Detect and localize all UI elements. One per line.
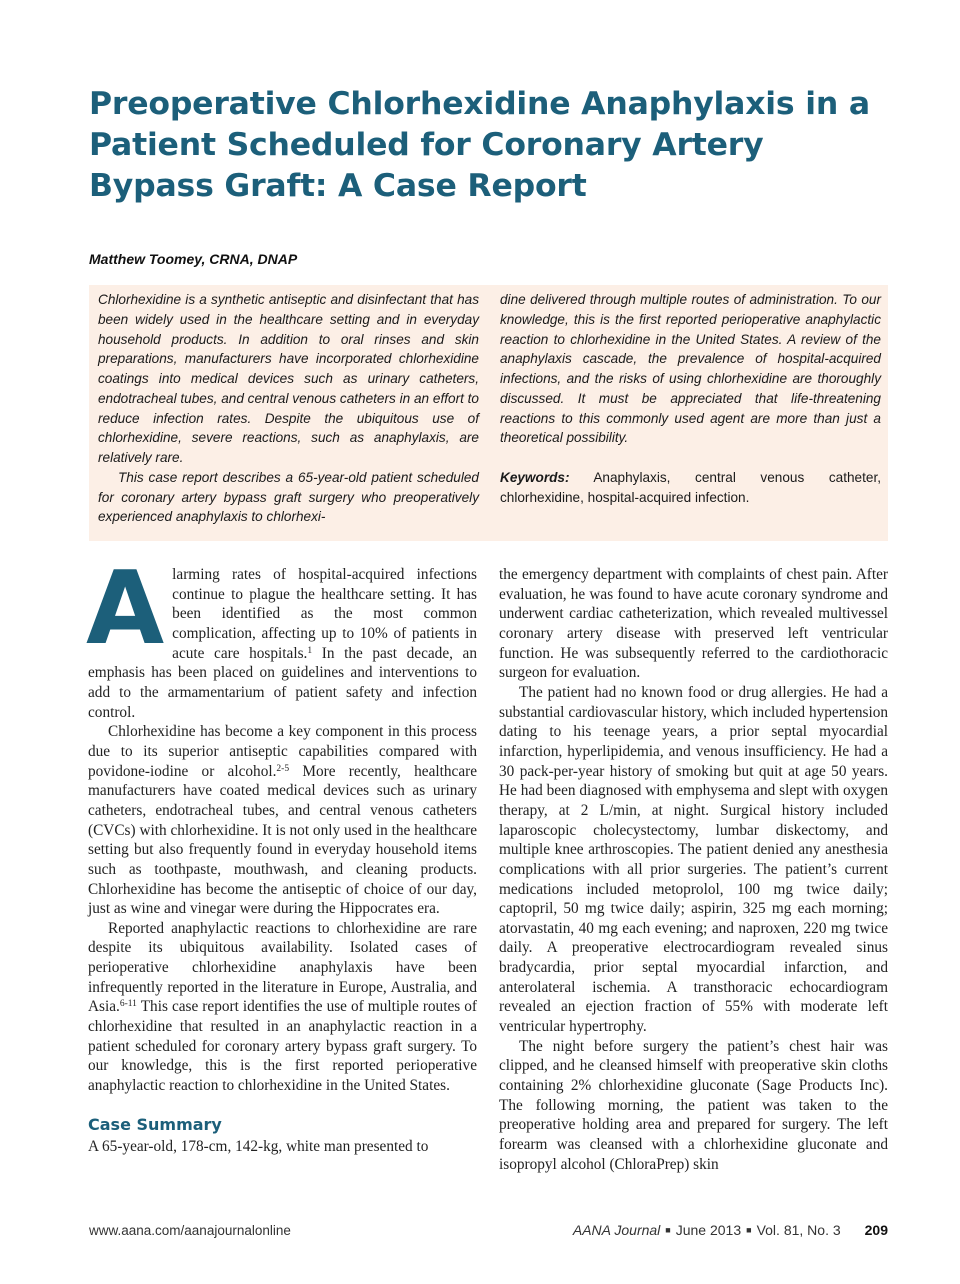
section-heading-case-summary: Case Summary: [88, 1114, 222, 1134]
reference-marker: 6-11: [119, 999, 137, 1010]
body-paragraph: A 65-year-old, 178-cm, 142-kg, white man presented to: [88, 1137, 429, 1155]
abstract-column-right: [500, 290, 881, 507]
reference-marker: 1: [307, 645, 313, 656]
bullet-icon: ■: [665, 1225, 671, 1235]
body-text: larming rates of hospital-acquired infections continue to plague the healthcare setting. It has been identified as the most common complication, affecting up to 10% of patients in acute care hospitals.: [172, 566, 477, 662]
footer-citation: [573, 1222, 888, 1238]
keywords-line: [500, 468, 881, 508]
body-paragraph-continued: the emergency department with complaints of chest pain. After evaluation, he was found to have acute coronary syndrome and underwent cardiac catheterization, which revealed multivessel coronary artery disease with preserved left ventricular function. He was subsequently referred to the cardiothoracic surgeon for evaluation.: [499, 566, 888, 682]
abstract-column-left: [98, 290, 479, 527]
drop-cap: A: [86, 549, 165, 667]
body-paragraph: [88, 722, 477, 919]
body-text: In the past decade, an emphasis has been placed on guidelines and interventions to add to the armamentarium of patient safety and infection control.: [88, 644, 477, 721]
body-text: This case report identifies the use of multiple routes of chlorhexidine that resulted in an anaphylactic reaction in a patient scheduled for coronary artery bypass graft surgery. To our knowledge, this is the first reported perioperative anaphylactic reaction to chlorhexidine in the United States.: [88, 998, 477, 1095]
keywords-label: Keywords:: [500, 469, 570, 485]
body-paragraph: [88, 919, 477, 1096]
body-text: More recently, healthcare manufacturers have coated medical devices such as urinary catheters, endotracheal tubes, and central venous catheters (CVCs) with chlorhexidine. It is not only used in the healthcare setting but also frequently found in everyday household items such as toothpaste, mouthwash, and cleaning products. Chlorhexidine has become the antiseptic of choice of our day, just as wine and vinegar were during the Hippocrates era.: [88, 762, 477, 918]
body-paragraph: The patient had no known food or drug allergies. He had a substantial cardiovascular history, which included hypertension dating to his teenage years, a prior septal myocardial infarction, hyperlipidemia, and venous insufficiency. He had a 30 pack-per-year history of smoking but quit at age 50 years. He had been diagnosed with emphysema and slept with oxygen therapy, at 2 L/min, at night. Surgical history included laparoscopic cholecystectomy, lumbar diskectomy, and multiple knee arthroscopies. The patient denied any anesthesia complications with all prior surgeries. The patient’s current medications included metoprolol, 100 mg twice daily; captopril, 50 mg twice daily; aspirin, 325 mg each morning; atorvastatin, 40 mg each evening; and naproxen, 220 mg twice daily. A preoperative electrocardiogram revealed sinus bradycardia, prior septal myocardial infarction, and anterolateral ischemia. A transthoracic echocardiogram revealed an ejection fraction of 55% with moderate left ventricular hypertrophy.: [499, 683, 888, 1036]
footer-date: June 2013: [675, 1222, 742, 1238]
abstract-paragraph-2-continued: dine delivered through multiple routes of administration. To our knowledge, this is the first reported perioperative anaphylactic reaction to chlorhexidine in the United States. A review of the anaphylaxis cascade, the prevalence of hospital-acquired infections, and the risks of using chlorhexidine are thoroughly discussed. It must be appreciated that life-threatening reactions to this commonly used agent are more than just a theoretical possibility.: [500, 292, 881, 446]
abstract-box: [89, 285, 888, 541]
article-title: Preoperative Chlorhexidine Anaphylaxis in a Patient Scheduled for Coronary Artery Bypass Graft: A Case Report: [89, 86, 870, 204]
body-text: Reported anaphylactic reactions to chlorhexidine are rare despite its ubiquitous availability. Isolated cases of perioperative chlorhexidine anaphylaxis have been infrequently reported in the literature in Europe, Australia, and Asia.: [88, 919, 477, 1016]
body-text: Chlorhexidine has become a key component in this process due to its superior antiseptic capabilities compared with povidone-iodine or alcohol.: [88, 723, 477, 780]
footer-volume: Vol. 81, No. 3: [756, 1222, 841, 1238]
bullet-icon: ■: [746, 1225, 752, 1235]
keywords-text: Anaphylaxis, central venous catheter, chlorhexidine, hospital-acquired infection.: [500, 469, 882, 505]
body-column-right: [499, 565, 888, 1174]
footer-url-link[interactable]: www.aana.com/aanajournalonline: [89, 1223, 291, 1238]
body-paragraph: The night before surgery the patient’s chest hair was clipped, and he cleansed himself with preoperative skin cloths containing 2% chlorhexidine gluconate (Sage Products Inc). The following morning, the patient was taken to the preoperative holding area and prepared for surgery. The left forearm was cleansed with a chlorhexidine gluconate and isopropyl alcohol (ChloraPrep) skin: [499, 1037, 888, 1173]
author-byline: Matthew Toomey, CRNA, DNAP: [89, 251, 298, 267]
footer-journal: AANA Journal: [572, 1222, 661, 1238]
body-column-left: [86, 549, 477, 1156]
abstract-paragraph-2: This case report describes a 65-year-old patient scheduled for coronary artery bypass graft surgery who preoperatively experienced anaphylaxis to chlorhexi-: [98, 469, 479, 525]
body-paragraph: [86, 549, 477, 722]
reference-marker: 2-5: [276, 763, 290, 774]
page-number: 209: [864, 1222, 888, 1238]
abstract-paragraph-1: Chlorhexidine is a synthetic antiseptic and disinfectant that has been widely used in the healthcare setting and in everyday household products. In addition to oral rinses and skin preparations, manufacturers have incorporated chlorhexidine coatings into medical devices such as urinary catheters, endotracheal tubes, and central venous catheters in an effort to reduce infection rates. Despite the ubiquitous use of chlorhexidine, severe reactions, such as anaphylaxis, are relatively rare.: [98, 292, 479, 465]
